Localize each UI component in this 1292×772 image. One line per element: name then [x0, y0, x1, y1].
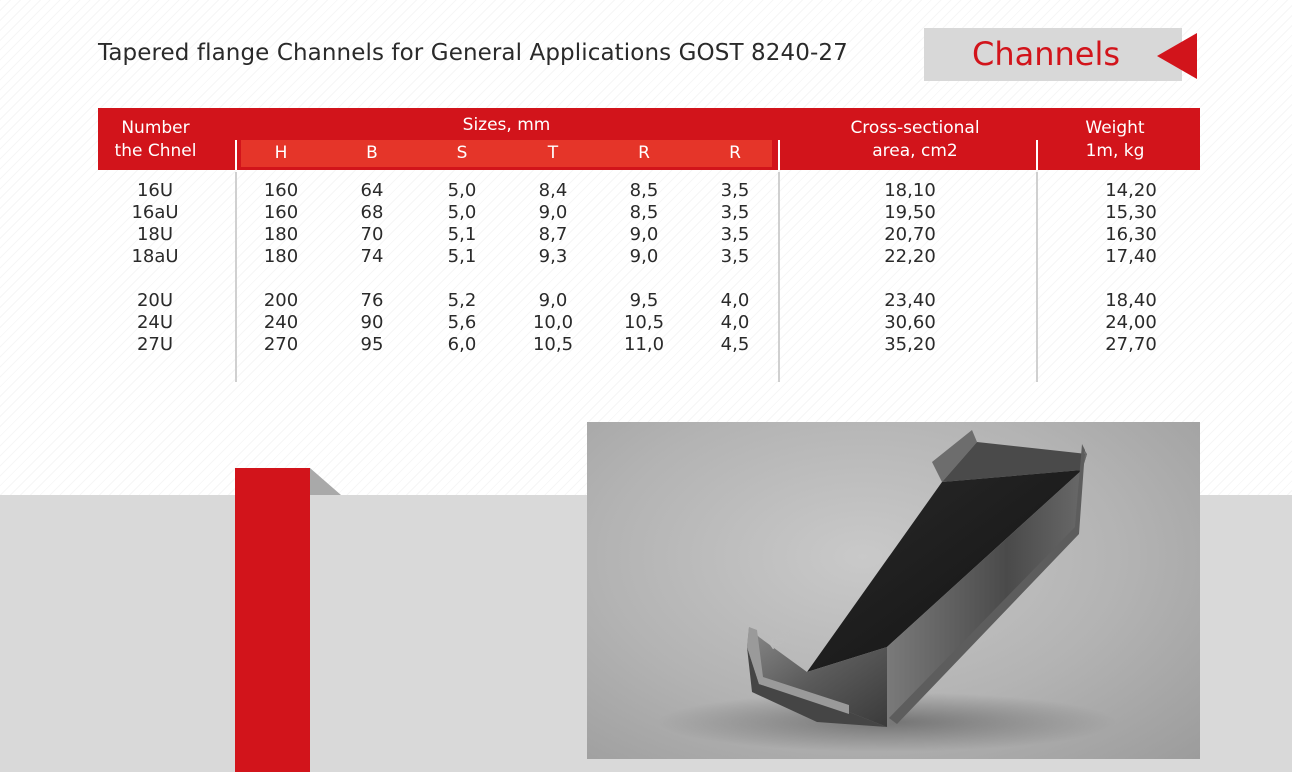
table-cell: 160 [263, 180, 299, 201]
table-cell: 5,1 [447, 224, 477, 245]
table-cell: 10,0 [532, 312, 574, 333]
table-cell: 19,50 [884, 202, 936, 223]
table-cell: 3,5 [720, 180, 750, 201]
table-cell: 8,5 [629, 180, 659, 201]
table-cell: 180 [263, 224, 299, 245]
table-cell: 23,40 [884, 290, 936, 311]
table-cell: 27,70 [1105, 334, 1157, 355]
table-cell: 10,5 [532, 334, 574, 355]
table-cell: 24,00 [1105, 312, 1157, 333]
header-weight-line1: Weight [1085, 118, 1145, 138]
header-number [98, 117, 213, 163]
header-area-line1: Cross-sectional [850, 118, 980, 138]
table-cell: 160 [263, 202, 299, 223]
table-cell: 9,0 [629, 224, 659, 245]
channel-photo [587, 422, 1200, 759]
header-number-line2: the Chnel [114, 141, 197, 161]
table-cell: 5,1 [447, 246, 477, 267]
table-cell: 11,0 [623, 334, 665, 355]
table-cell: 5,2 [447, 290, 477, 311]
table-cell: 200 [263, 290, 299, 311]
channel-number-cell: 20U [136, 290, 174, 311]
table-cell: 3,5 [720, 224, 750, 245]
table-cell: 5,0 [447, 202, 477, 223]
table-cell: 90 [360, 312, 384, 333]
table-cell: 18,10 [884, 180, 936, 201]
table-cell: 9,5 [629, 290, 659, 311]
table-cell: 6,0 [447, 334, 477, 355]
header-sizes: Sizes, mm [462, 115, 551, 135]
table-cell: 76 [360, 290, 384, 311]
channel-number-cell: 16aU [131, 202, 179, 223]
header-area [800, 117, 1030, 163]
page-title: Tapered flange Channels for General Applications GOST 8240-27 [98, 40, 848, 66]
table-cell: 240 [263, 312, 299, 333]
table-cell: 180 [263, 246, 299, 267]
table-cell: 95 [360, 334, 384, 355]
table-cell: 8,5 [629, 202, 659, 223]
table-cell: 4,5 [720, 334, 750, 355]
table-cell: 10,5 [623, 312, 665, 333]
table-cell: 9,0 [538, 290, 568, 311]
header-weight-line2: 1m, kg [1085, 141, 1145, 161]
subheader-r2: R [729, 143, 741, 163]
table-cell: 5,6 [447, 312, 477, 333]
table-cell: 18,40 [1105, 290, 1157, 311]
sizes-subheader [241, 140, 772, 167]
header-divider [1036, 140, 1038, 170]
channel-number-cell: 27U [136, 334, 174, 355]
table-cell: 8,4 [538, 180, 568, 201]
category-tag-label: Channels [972, 35, 1121, 73]
header-weight [1045, 117, 1185, 163]
steel-channel-image [587, 422, 1200, 759]
table-cell: 4,0 [720, 290, 750, 311]
decorative-fold [310, 468, 341, 495]
header-area-line2: area, cm2 [872, 141, 958, 161]
subheader-b: B [366, 143, 378, 163]
channel-number-cell: 18U [136, 224, 174, 245]
channel-number-cell: 16U [136, 180, 174, 201]
table-cell: 3,5 [720, 202, 750, 223]
table-cell: 17,40 [1105, 246, 1157, 267]
table-cell: 68 [360, 202, 384, 223]
table-cell: 4,0 [720, 312, 750, 333]
header-number-line1: Number [121, 118, 190, 138]
table-cell: 20,70 [884, 224, 936, 245]
channel-number-cell: 24U [136, 312, 174, 333]
channel-number-cell: 18aU [131, 246, 179, 267]
table-cell: 64 [360, 180, 384, 201]
table-cell: 270 [263, 334, 299, 355]
table-cell: 15,30 [1105, 202, 1157, 223]
header-divider [235, 140, 237, 170]
header-divider [778, 140, 780, 170]
table-cell: 16,30 [1105, 224, 1157, 245]
table-cell: 3,5 [720, 246, 750, 267]
subheader-t: T [547, 143, 559, 163]
table-cell: 5,0 [447, 180, 477, 201]
stamp-text: KSM [765, 624, 798, 654]
table-cell: 8,7 [538, 224, 568, 245]
subheader-r1: R [638, 143, 650, 163]
table-cell: 74 [360, 246, 384, 267]
table-cell: 22,20 [884, 246, 936, 267]
table-cell: 9,0 [629, 246, 659, 267]
table-cell: 70 [360, 224, 384, 245]
table-cell: 35,20 [884, 334, 936, 355]
table-cell: 14,20 [1105, 180, 1157, 201]
subheader-h: H [274, 143, 288, 163]
arrow-left-icon [1157, 33, 1197, 79]
decorative-red-bar [235, 468, 310, 772]
table-cell: 30,60 [884, 312, 936, 333]
column-divider [1036, 172, 1038, 382]
subheader-s: S [456, 143, 468, 163]
table-cell: 9,3 [538, 246, 568, 267]
table-cell: 9,0 [538, 202, 568, 223]
